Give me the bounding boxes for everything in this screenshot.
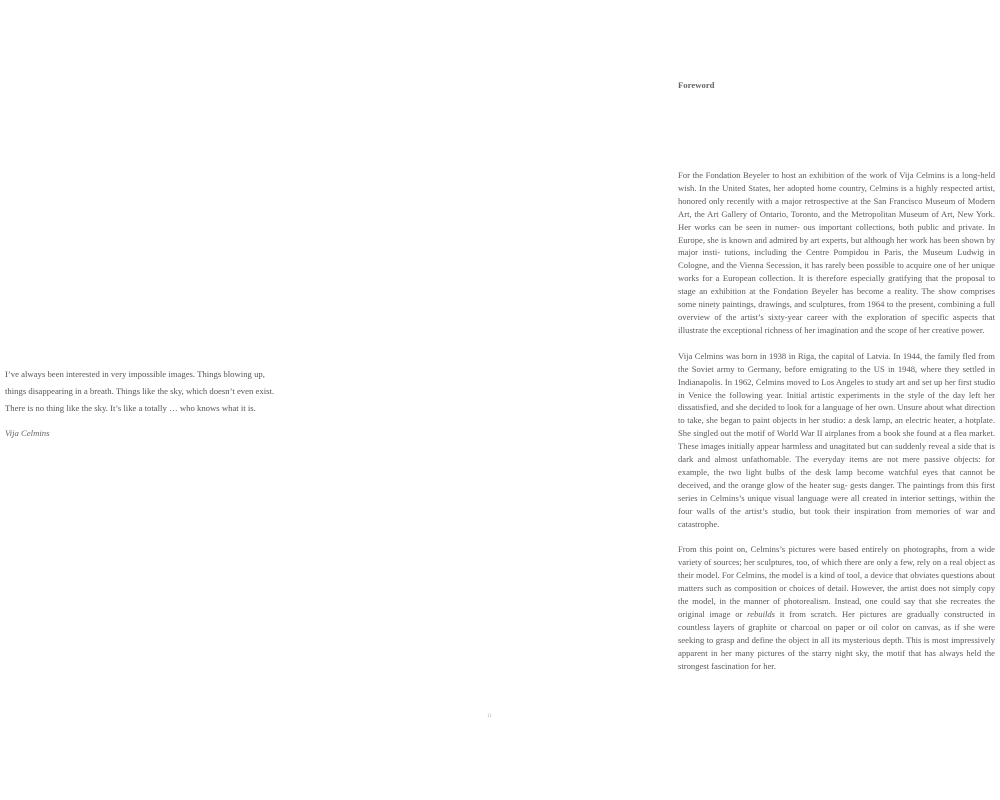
paragraph-3-part-1: From this point on, Celmins’s pictures were based entirely on photographs, from a wide variety of sources; her sculptures, too, of which there are only a few, rely on a real object as their model. For Celmins, the model is a kind of tool, a device that obviates questions about matters such as composition or choices of detail. However, the artist does not simply copy the model, in the manner of photorealism. Instead, one could say that she recreates the original image or	[678, 544, 995, 619]
paragraph-2: Vija Celmins was born in 1938 in Riga, the capital of Latvia. In 1944, the family fled from the Soviet army to Germany, before emigrating to the US in 1948, where they settled in Indianapolis. In 1962, Celmins moved to Los Angeles to study art and set up her first studio in Venice the following year. Initial artistic experiments in the style of the day left her dissatisfied, and she decided to look for a language of her own. Unsure about what direction to take, she began to paint objects in her studio: a desk lamp, an electric heater, a hotplate. She singled out the motif of World War II airplanes from a book she found at a flea market. These images initially appear harmless and unagitated but can suddenly reveal a side that is dark and almost unfathomable. The everyday items are not mere passive objects: for example, the two light bulbs of the desk lamp become watchful eyes that cannot be deceived, and the orange glow of the heater sug- gests danger. The paintings from this first series in Celmins’s unique visual language were all created in interior settings, within the four walls of the artist’s studio, but took their inspiration from memories of war and catastrophe.	[678, 350, 995, 529]
epigraph-block	[5, 366, 335, 438]
epigraph-quote: I’ve always been interested in very impossible images. Things blowing up, things disappearing in a breath. Things like the sky, which doesn’t even exist. There is no thing like the sky. It’s like a totally … who knows what it is.	[5, 369, 275, 414]
paragraph-3	[678, 543, 995, 672]
paragraph-1: For the Fondation Beyeler to host an exhibition of the work of Vija Celmins is a long-held wish. In the United States, her adopted home country, Celmins is a highly respected artist, honored only recently with a major retrospective at the San Francisco Museum of Modern Art, the Art Gallery of Ontario, Toronto, and the Metropolitan Museum of Art, New York. Her works can be seen in numer- ous important collections, both public and private. In Europe, she is known and admired by art experts, but although her work has been shown by major insti- tutions, including the Centre Pompidou in Paris, the Museum Ludwig in Cologne, and the Vienna Secession, it has rarely been possible to acquire one of her unique works for a European collection. It is therefore especially gratifying that the proposal to stage an exhibition at the Fondation Beyeler has become a reality. The show comprises some ninety paintings, drawings, and sculptures, from 1964 to the present, combining a full overview of the artist’s sixty-year career with the exploration of specific aspects that illustrate the exceptional richness of her imagination and the scope of her creative power.	[678, 170, 995, 335]
emphasis-rebuilds: rebuilds	[747, 609, 775, 619]
section-title: Foreword	[678, 80, 715, 90]
paragraph-3-part-2: it from scratch. Her pictures are gradually constructed in countless layers of graphite or charcoal on paper or oil color on canvas, as if she were seeking to grasp and define the object in all its mysterious depth. This is most impressively apparent in her many pictures of the starry night sky, the motif that has always held the strongest fascination for her.	[678, 609, 996, 671]
page-number: 11	[487, 714, 492, 719]
epigraph-author: Vija Celmins	[5, 427, 50, 438]
foreword-body	[678, 169, 995, 686]
